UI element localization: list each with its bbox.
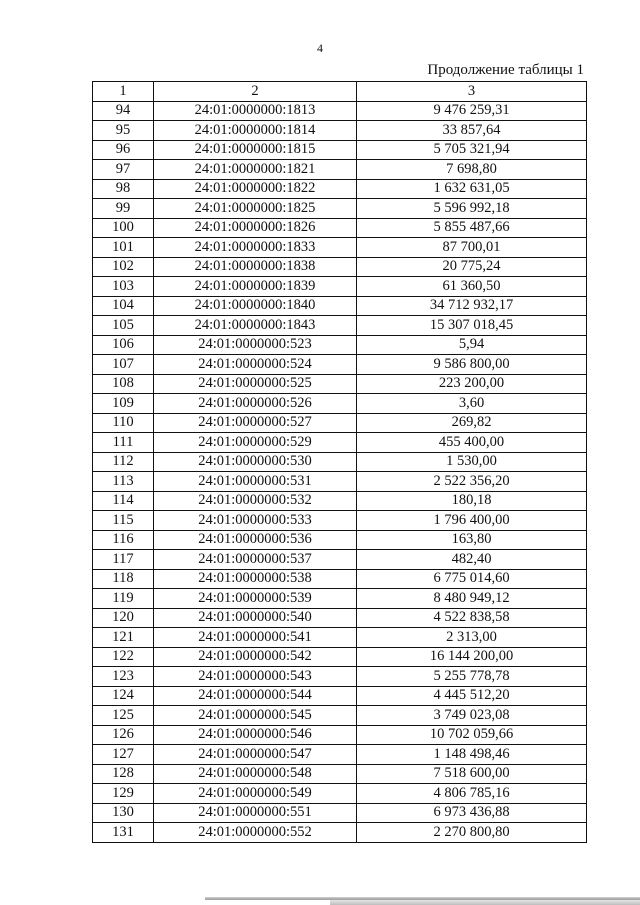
cadastral-number-cell: 24:01:0000000:533 — [154, 511, 357, 531]
row-number-cell: 103 — [93, 277, 154, 297]
table-row — [93, 647, 587, 667]
cadastral-number-cell: 24:01:0000000:547 — [154, 745, 357, 765]
cadastral-number-cell: 24:01:0000000:546 — [154, 725, 357, 745]
table-row — [93, 257, 587, 277]
table-row — [93, 706, 587, 726]
value-cell: 87 700,01 — [357, 238, 587, 258]
row-number-cell: 128 — [93, 764, 154, 784]
cadastral-number-cell: 24:01:0000000:1838 — [154, 257, 357, 277]
row-number-cell: 100 — [93, 218, 154, 238]
value-cell: 2 313,00 — [357, 628, 587, 648]
table-row — [93, 335, 587, 355]
row-number-cell: 96 — [93, 140, 154, 160]
table-row — [93, 452, 587, 472]
cadastral-number-cell: 24:01:0000000:1813 — [154, 101, 357, 121]
cadastral-number-cell: 24:01:0000000:1843 — [154, 316, 357, 336]
row-number-cell: 113 — [93, 472, 154, 492]
value-cell: 6 973 436,88 — [357, 803, 587, 823]
value-cell: 6 775 014,60 — [357, 569, 587, 589]
table-row — [93, 199, 587, 219]
cadastral-number-cell: 24:01:0000000:525 — [154, 374, 357, 394]
value-cell: 3,60 — [357, 394, 587, 414]
cadastral-number-cell: 24:01:0000000:538 — [154, 569, 357, 589]
value-cell: 61 360,50 — [357, 277, 587, 297]
cadastral-number-cell: 24:01:0000000:540 — [154, 608, 357, 628]
cadastral-number-cell: 24:01:0000000:523 — [154, 335, 357, 355]
cadastral-number-cell: 24:01:0000000:531 — [154, 472, 357, 492]
table-row — [93, 550, 587, 570]
row-number-cell: 122 — [93, 647, 154, 667]
cadastral-number-cell: 24:01:0000000:529 — [154, 433, 357, 453]
data-table — [92, 81, 587, 843]
table-row — [93, 823, 587, 843]
cadastral-number-cell: 24:01:0000000:549 — [154, 784, 357, 804]
row-number-cell: 131 — [93, 823, 154, 843]
row-number-cell: 125 — [93, 706, 154, 726]
cadastral-number-cell: 24:01:0000000:1833 — [154, 238, 357, 258]
value-cell: 2 270 800,80 — [357, 823, 587, 843]
row-number-cell: 107 — [93, 355, 154, 375]
value-cell: 5 255 778,78 — [357, 667, 587, 687]
cadastral-number-cell: 24:01:0000000:552 — [154, 823, 357, 843]
value-cell: 269,82 — [357, 413, 587, 433]
table-row — [93, 745, 587, 765]
table-row — [93, 121, 587, 141]
value-cell: 1 530,00 — [357, 452, 587, 472]
value-cell: 163,80 — [357, 530, 587, 550]
row-number-cell: 104 — [93, 296, 154, 316]
cadastral-number-cell: 24:01:0000000:545 — [154, 706, 357, 726]
table-row — [93, 277, 587, 297]
value-cell: 7 518 600,00 — [357, 764, 587, 784]
value-cell: 4 806 785,16 — [357, 784, 587, 804]
table-header-row — [93, 82, 587, 102]
value-cell: 5 855 487,66 — [357, 218, 587, 238]
table-row — [93, 374, 587, 394]
row-number-cell: 94 — [93, 101, 154, 121]
value-cell: 455 400,00 — [357, 433, 587, 453]
table-row — [93, 511, 587, 531]
table-row — [93, 218, 587, 238]
row-number-cell: 124 — [93, 686, 154, 706]
table-row — [93, 179, 587, 199]
row-number-cell: 127 — [93, 745, 154, 765]
value-cell: 3 749 023,08 — [357, 706, 587, 726]
value-cell: 15 307 018,45 — [357, 316, 587, 336]
value-cell: 20 775,24 — [357, 257, 587, 277]
table-row — [93, 433, 587, 453]
table-row — [93, 140, 587, 160]
column-header-value: 3 — [357, 82, 587, 102]
value-cell: 1 796 400,00 — [357, 511, 587, 531]
row-number-cell: 110 — [93, 413, 154, 433]
table-row — [93, 530, 587, 550]
cadastral-number-cell: 24:01:0000000:1825 — [154, 199, 357, 219]
cadastral-number-cell: 24:01:0000000:1814 — [154, 121, 357, 141]
cadastral-number-cell: 24:01:0000000:1822 — [154, 179, 357, 199]
value-cell: 1 632 631,05 — [357, 179, 587, 199]
cadastral-number-cell: 24:01:0000000:543 — [154, 667, 357, 687]
table-row — [93, 784, 587, 804]
row-number-cell: 115 — [93, 511, 154, 531]
row-number-cell: 123 — [93, 667, 154, 687]
row-number-cell: 126 — [93, 725, 154, 745]
row-number-cell: 106 — [93, 335, 154, 355]
value-cell: 482,40 — [357, 550, 587, 570]
cadastral-number-cell: 24:01:0000000:1821 — [154, 160, 357, 180]
value-cell: 5 705 321,94 — [357, 140, 587, 160]
table-row — [93, 101, 587, 121]
cadastral-number-cell: 24:01:0000000:544 — [154, 686, 357, 706]
value-cell: 33 857,64 — [357, 121, 587, 141]
value-cell: 180,18 — [357, 491, 587, 511]
value-cell: 223 200,00 — [357, 374, 587, 394]
row-number-cell: 111 — [93, 433, 154, 453]
row-number-cell: 121 — [93, 628, 154, 648]
value-cell: 16 144 200,00 — [357, 647, 587, 667]
value-cell: 7 698,80 — [357, 160, 587, 180]
row-number-cell: 99 — [93, 199, 154, 219]
table-body — [93, 101, 587, 842]
column-header-cadastral-number: 2 — [154, 82, 357, 102]
cadastral-number-cell: 24:01:0000000:551 — [154, 803, 357, 823]
cadastral-number-cell: 24:01:0000000:548 — [154, 764, 357, 784]
row-number-cell: 120 — [93, 608, 154, 628]
table-row — [93, 686, 587, 706]
row-number-cell: 98 — [93, 179, 154, 199]
row-number-cell: 105 — [93, 316, 154, 336]
cadastral-number-cell: 24:01:0000000:1826 — [154, 218, 357, 238]
value-cell: 9 586 800,00 — [357, 355, 587, 375]
table-row — [93, 589, 587, 609]
row-number-cell: 102 — [93, 257, 154, 277]
value-cell: 5,94 — [357, 335, 587, 355]
table-row — [93, 491, 587, 511]
table-row — [93, 316, 587, 336]
table-row — [93, 803, 587, 823]
table-row — [93, 394, 587, 414]
column-header-number: 1 — [93, 82, 154, 102]
table-row — [93, 725, 587, 745]
value-cell: 9 476 259,31 — [357, 101, 587, 121]
cadastral-number-cell: 24:01:0000000:541 — [154, 628, 357, 648]
table-row — [93, 160, 587, 180]
cadastral-number-cell: 24:01:0000000:530 — [154, 452, 357, 472]
row-number-cell: 97 — [93, 160, 154, 180]
row-number-cell: 95 — [93, 121, 154, 141]
row-number-cell: 129 — [93, 784, 154, 804]
value-cell: 8 480 949,12 — [357, 589, 587, 609]
table-row — [93, 608, 587, 628]
row-number-cell: 112 — [93, 452, 154, 472]
scan-edge-shadow — [330, 900, 640, 905]
value-cell: 4 445 512,20 — [357, 686, 587, 706]
cadastral-number-cell: 24:01:0000000:542 — [154, 647, 357, 667]
cadastral-number-cell: 24:01:0000000:524 — [154, 355, 357, 375]
row-number-cell: 109 — [93, 394, 154, 414]
value-cell: 10 702 059,66 — [357, 725, 587, 745]
cadastral-number-cell: 24:01:0000000:526 — [154, 394, 357, 414]
cadastral-number-cell: 24:01:0000000:536 — [154, 530, 357, 550]
table-row — [93, 667, 587, 687]
table-row — [93, 413, 587, 433]
value-cell: 1 148 498,46 — [357, 745, 587, 765]
table-row — [93, 628, 587, 648]
value-cell: 4 522 838,58 — [357, 608, 587, 628]
page-number: 4 — [317, 41, 323, 55]
cadastral-number-cell: 24:01:0000000:527 — [154, 413, 357, 433]
table-row — [93, 355, 587, 375]
row-number-cell: 116 — [93, 530, 154, 550]
cadastral-number-cell: 24:01:0000000:532 — [154, 491, 357, 511]
cadastral-number-cell: 24:01:0000000:1815 — [154, 140, 357, 160]
table-row — [93, 296, 587, 316]
table-row — [93, 238, 587, 258]
row-number-cell: 119 — [93, 589, 154, 609]
value-cell: 2 522 356,20 — [357, 472, 587, 492]
cadastral-number-cell: 24:01:0000000:1839 — [154, 277, 357, 297]
table-caption: Продолжение таблицы 1 — [427, 62, 584, 78]
cadastral-number-cell: 24:01:0000000:539 — [154, 589, 357, 609]
row-number-cell: 117 — [93, 550, 154, 570]
row-number-cell: 118 — [93, 569, 154, 589]
row-number-cell: 101 — [93, 238, 154, 258]
row-number-cell: 130 — [93, 803, 154, 823]
cadastral-number-cell: 24:01:0000000:1840 — [154, 296, 357, 316]
table-row — [93, 472, 587, 492]
table-row — [93, 764, 587, 784]
row-number-cell: 114 — [93, 491, 154, 511]
value-cell: 34 712 932,17 — [357, 296, 587, 316]
value-cell: 5 596 992,18 — [357, 199, 587, 219]
table-row — [93, 569, 587, 589]
cadastral-number-cell: 24:01:0000000:537 — [154, 550, 357, 570]
row-number-cell: 108 — [93, 374, 154, 394]
